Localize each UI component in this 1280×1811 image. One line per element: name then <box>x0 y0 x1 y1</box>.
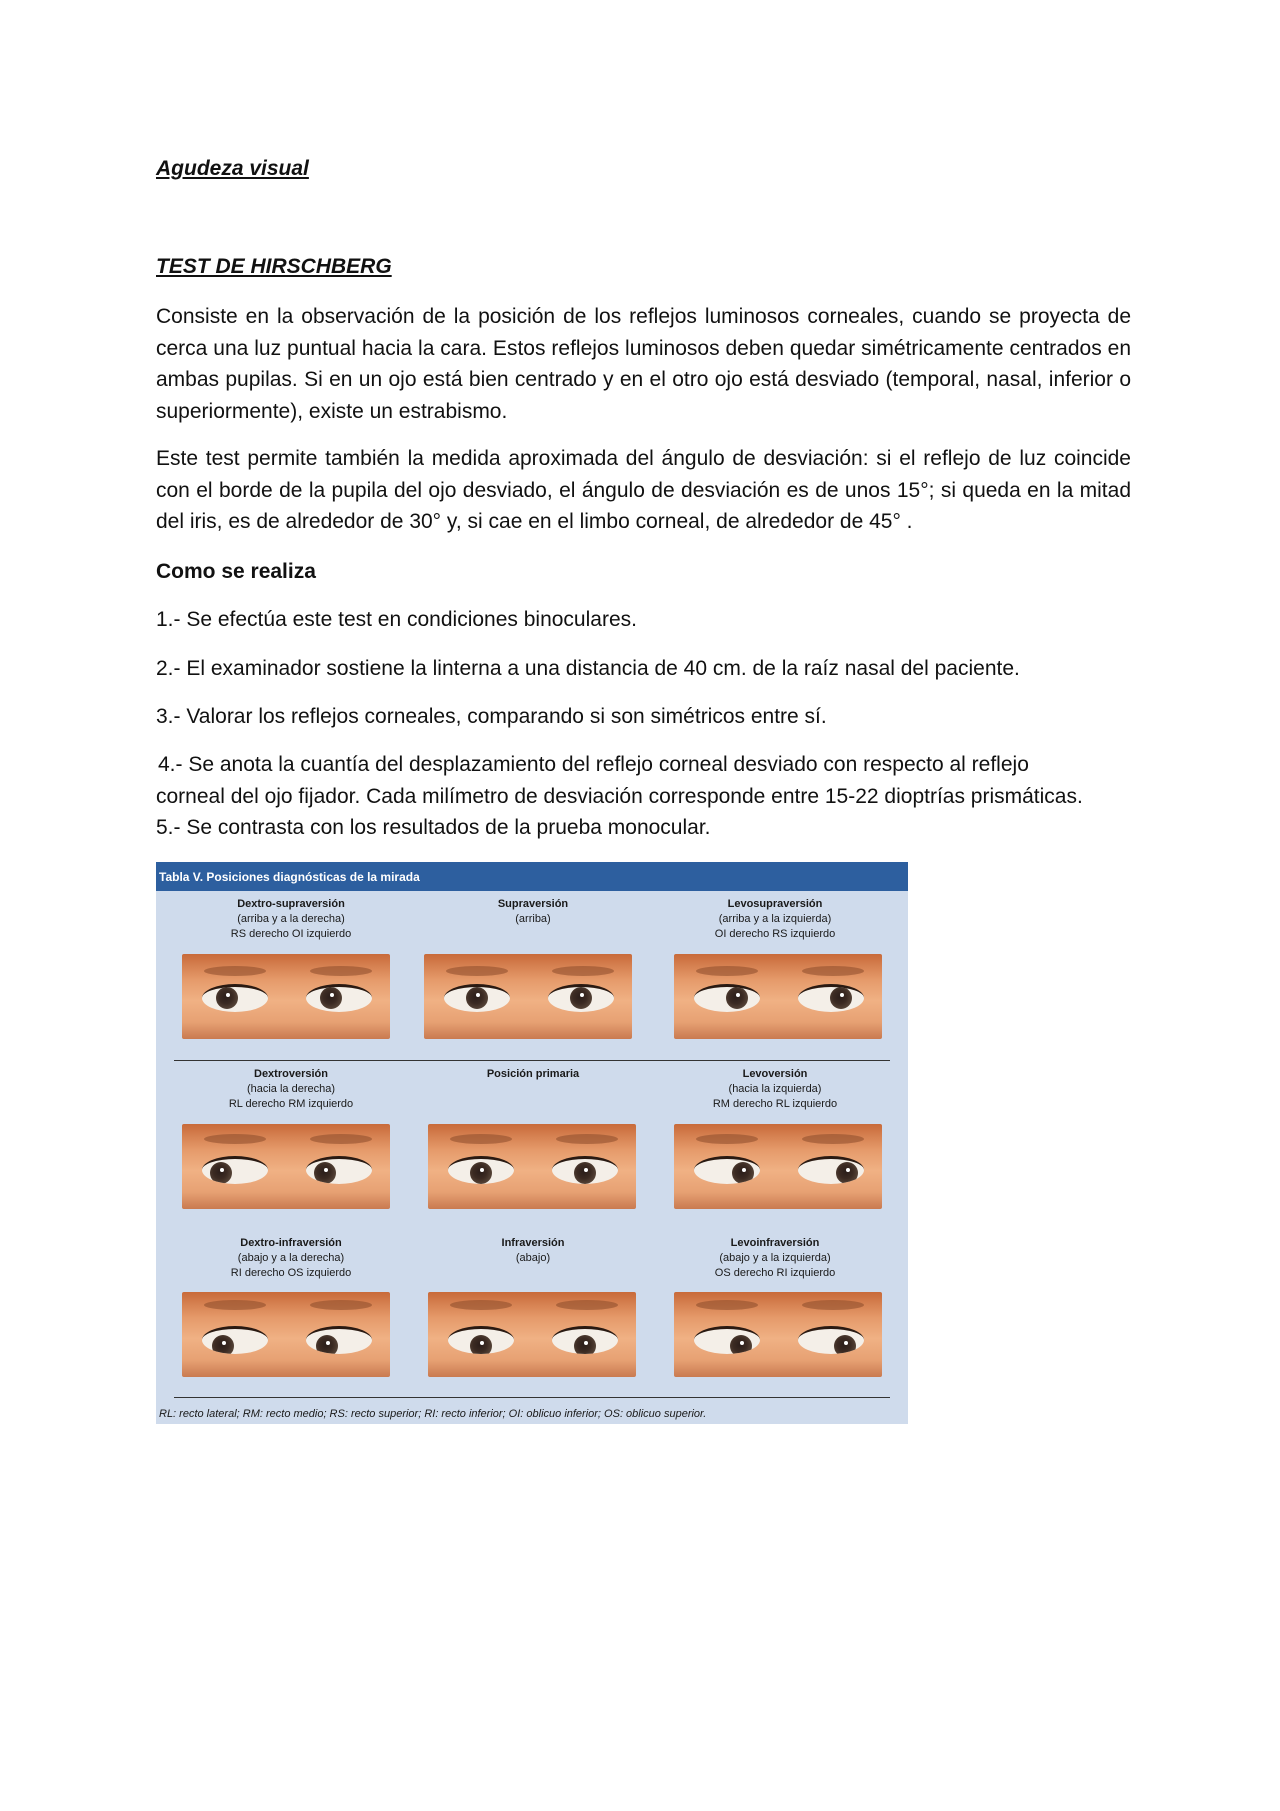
eyes-photo <box>424 954 632 1039</box>
paragraph-description: Consiste en la observación de la posición de los reflejos luminosos corneales, cuando se proyecta de cerca una luz puntual hacia la cara. Estos reflejos luminosos deben quedar simétricamente centrados en ambas pupilas. Si en un ojo está bien centrado y en el otro ojo está desviado (temporal, nasal, inferior o superiormente), existe un estrabismo. <box>156 305 1131 423</box>
paragraph-angle: Este test permite también la medida aproximada del ángulo de desviación: si el reflejo de luz coincide con el borde de la pupila del ojo desviado, el ángulo de desviación es de unos 15°; si queda en la mitad del iris, es de alrededor de 30° y, si cae en el limbo corneal, de alrededor de 45° . <box>156 447 1131 533</box>
procedure-heading: Como se realiza <box>156 560 316 583</box>
eyes-photo <box>182 954 390 1039</box>
cell-caption <box>176 1067 406 1112</box>
cell-direction: (abajo y a la derecha) <box>237 1252 345 1264</box>
cell-caption <box>660 1236 890 1281</box>
procedure-step: 5.- Se contrasta con los resultados de la prueba monocular. <box>156 816 711 839</box>
cell-caption <box>418 1236 648 1266</box>
eyes-photo <box>674 954 882 1039</box>
cell-muscles: RL derecho RM izquierdo <box>228 1098 354 1110</box>
cell-title: Posición primaria <box>486 1068 580 1080</box>
procedure-step: 4.- Se anota la cuantía del desplazamiento del reflejo corneal desviado con respecto al reflejo <box>158 753 1029 776</box>
eyes-photo <box>182 1124 390 1209</box>
eyes-photo <box>428 1292 636 1377</box>
cell-muscles: RS derecho OI izquierdo <box>230 928 352 940</box>
cell-muscles: OI derecho RS izquierdo <box>714 928 836 940</box>
cell-title: Infraversión <box>501 1237 565 1249</box>
eyes-photo <box>674 1124 882 1209</box>
table-title: Tabla V. Posiciones diagnósticas de la mirada <box>156 862 908 891</box>
cell-caption <box>660 897 890 942</box>
cell-caption <box>176 897 406 942</box>
cell-title: Dextroversión <box>254 1068 328 1080</box>
row-divider <box>174 1397 890 1398</box>
cell-direction: (abajo y a la izquierda) <box>719 1252 831 1264</box>
eyes-photo <box>428 1124 636 1209</box>
document-title: Agudeza visual <box>156 157 309 180</box>
cell-caption <box>176 1236 406 1281</box>
procedure-step: 1.- Se efectúa este test en condiciones binoculares. <box>156 608 637 631</box>
cell-direction: (arriba y a la izquierda) <box>718 913 832 925</box>
cell-title: Dextro-infraversión <box>240 1237 342 1249</box>
cell-muscles: RI derecho OS izquierdo <box>230 1267 352 1279</box>
cell-title: Levoversión <box>742 1068 808 1080</box>
cell-direction: (arriba y a la derecha) <box>237 913 345 925</box>
cell-muscles: RM derecho RL izquierdo <box>712 1098 838 1110</box>
cell-title: Levosupraversión <box>727 898 823 910</box>
cell-direction: (hacia la izquierda) <box>728 1083 822 1095</box>
cell-direction: (hacia la derecha) <box>246 1083 336 1095</box>
cell-caption <box>418 1067 648 1082</box>
cell-title: Supraversión <box>497 898 569 910</box>
row-divider <box>174 1060 890 1061</box>
eyes-photo <box>182 1292 390 1377</box>
procedure-step: 3.- Valorar los reflejos corneales, comparando si son simétricos entre sí. <box>156 705 827 728</box>
section-heading: TEST DE HIRSCHBERG <box>156 255 392 278</box>
cell-direction: (abajo) <box>515 1252 551 1264</box>
cell-direction: (arriba) <box>515 913 551 925</box>
eyes-photo <box>674 1292 882 1377</box>
procedure-step: corneal del ojo fijador. Cada milímetro de desviación corresponde entre 15-22 dioptrías prismáticas. <box>156 785 1083 808</box>
cell-muscles: OS derecho RI izquierdo <box>714 1267 836 1279</box>
gaze-positions-table <box>156 862 908 1424</box>
table-footnote: RL: recto lateral; RM: recto medio; RS: recto superior; RI: recto inferior; OI: oblicuo inferior; OS: oblicuo superior. <box>159 1408 707 1420</box>
cell-title: Dextro-supraversión <box>237 898 345 910</box>
cell-caption <box>660 1067 890 1112</box>
procedure-step: 2.- El examinador sostiene la linterna a una distancia de 40 cm. de la raíz nasal del paciente. <box>156 657 1020 680</box>
cell-caption <box>418 897 648 927</box>
cell-title: Levoinfraversión <box>730 1237 820 1249</box>
